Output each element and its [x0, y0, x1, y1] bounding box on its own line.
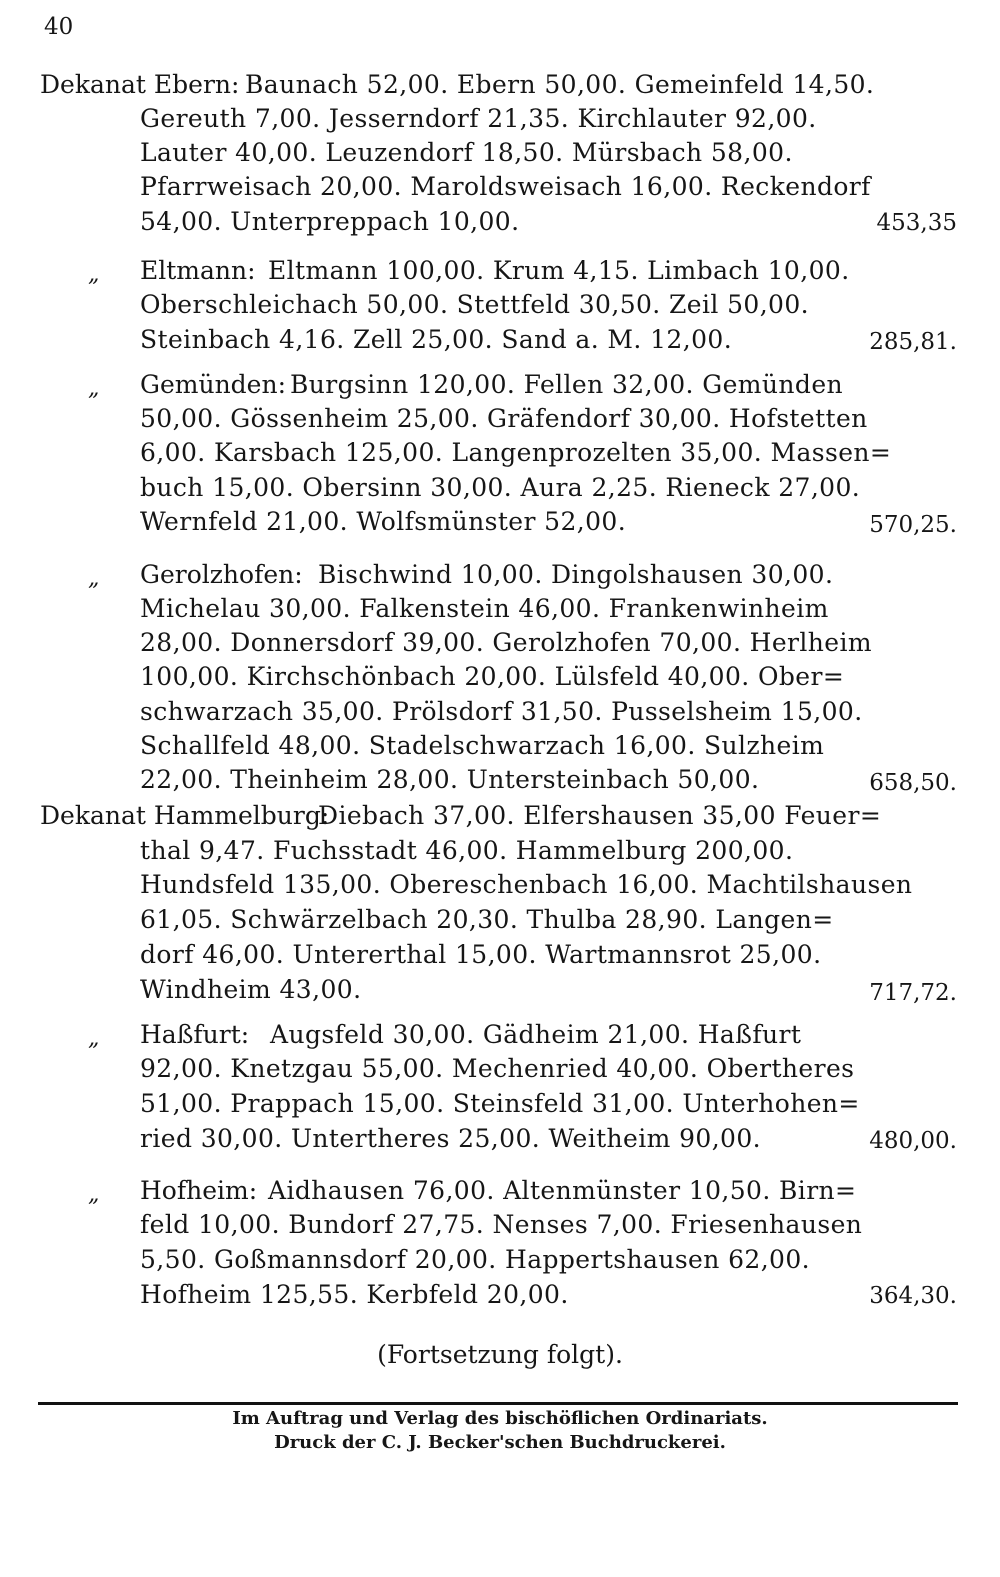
- text-line: Eltmann 100,00. Krum 4,15. Limbach 10,00.: [268, 256, 850, 285]
- text-line: Wernfeld 21,00. Wolfsmünster 52,00.: [140, 507, 627, 536]
- imprint-publisher: Im Auftrag und Verlag des bischöflichen Ordinariats.: [232, 1408, 768, 1429]
- text-line: Gereuth 7,00. Jesserndorf 21,35. Kirchlauter 92,00.: [140, 104, 817, 133]
- footer-rule: [38, 1402, 958, 1405]
- section-label: Haßfurt:: [140, 1020, 250, 1049]
- text-line: Aidhausen 76,00. Altenmünster 10,50. Birn=: [268, 1176, 857, 1205]
- text-line: Michelau 30,00. Falkenstein 46,00. Frankenwinheim: [140, 594, 829, 623]
- section-label: Gerolzhofen:: [140, 560, 303, 589]
- section-label: Dekanat Ebern:: [40, 70, 240, 99]
- section-total: 480,00.: [869, 1128, 957, 1154]
- text-line: 61,05. Schwärzelbach 20,30. Thulba 28,90. Langen=: [140, 905, 834, 934]
- section-total: 570,25.: [869, 512, 957, 538]
- text-line: buch 15,00. Obersinn 30,00. Aura 2,25. Rieneck 27,00.: [140, 473, 861, 502]
- text-line: Oberschleichach 50,00. Stettfeld 30,50. Zeil 50,00.: [140, 290, 810, 319]
- section-label: Gemünden:: [140, 370, 286, 399]
- text-line: Pfarrweisach 20,00. Maroldsweisach 16,00. Reckendorf: [140, 172, 871, 201]
- text-line: feld 10,00. Bundorf 27,75. Nenses 7,00. Friesenhausen: [140, 1210, 863, 1239]
- text-line: 22,00. Theinheim 28,00. Untersteinbach 50,00.: [140, 765, 760, 794]
- section-total: 285,81.: [869, 329, 957, 355]
- text-line: 50,00. Gössenheim 25,00. Gräfendorf 30,00. Hofstetten: [140, 404, 868, 433]
- text-line: 6,00. Karsbach 125,00. Langenprozelten 35,00. Massen=: [140, 438, 892, 467]
- text-line: Bischwind 10,00. Dingolshausen 30,00.: [318, 560, 834, 589]
- ditto-mark: „: [88, 262, 100, 287]
- text-line: Diebach 37,00. Elfershausen 35,00 Feuer=: [318, 801, 882, 830]
- imprint-printer: Druck der C. J. Becker'schen Buchdruckerei.: [274, 1432, 726, 1453]
- text-line: Augsfeld 30,00. Gädheim 21,00. Haßfurt: [270, 1020, 802, 1049]
- text-line: 54,00. Unterpreppach 10,00.: [140, 207, 520, 236]
- text-line: Hundsfeld 135,00. Obereschenbach 16,00. Machtilshausen: [140, 870, 913, 899]
- text-line: Lauter 40,00. Leuzendorf 18,50. Mürsbach 58,00.: [140, 138, 793, 167]
- text-line: Hofheim 125,55. Kerbfeld 20,00.: [140, 1280, 569, 1309]
- section-total: 658,50.: [869, 770, 957, 796]
- ditto-mark: „: [88, 1182, 100, 1207]
- page-number: 40: [44, 14, 74, 40]
- continuation-note: (Fortsetzung folgt).: [377, 1340, 623, 1369]
- text-line: Windheim 43,00.: [140, 975, 362, 1004]
- ditto-mark: „: [88, 566, 100, 591]
- ditto-mark: „: [88, 376, 100, 401]
- text-line: ried 30,00. Untertheres 25,00. Weitheim 90,00.: [140, 1124, 761, 1153]
- text-line: thal 9,47. Fuchsstadt 46,00. Hammelburg 200,00.: [140, 836, 794, 865]
- ditto-mark: „: [88, 1026, 100, 1051]
- text-line: Burgsinn 120,00. Fellen 32,00. Gemünden: [290, 370, 844, 399]
- text-line: dorf 46,00. Untererthal 15,00. Wartmannsrot 25,00.: [140, 940, 822, 969]
- section-label: Hofheim:: [140, 1176, 258, 1205]
- text-line: 28,00. Donnersdorf 39,00. Gerolzhofen 70,00. Herlheim: [140, 628, 872, 657]
- section-label: Eltmann:: [140, 256, 256, 285]
- text-line: schwarzach 35,00. Prölsdorf 31,50. Pusselsheim 15,00.: [140, 697, 863, 726]
- section-total: 364,30.: [869, 1283, 957, 1309]
- text-line: 92,00. Knetzgau 55,00. Mechenried 40,00. Obertheres: [140, 1054, 855, 1083]
- text-line: Schallfeld 48,00. Stadelschwarzach 16,00. Sulzheim: [140, 731, 825, 760]
- text-line: 100,00. Kirchschönbach 20,00. Lülsfeld 40,00. Ober=: [140, 662, 845, 691]
- text-line: 5,50. Goßmannsdorf 20,00. Happertshausen 62,00.: [140, 1245, 811, 1274]
- text-line: 51,00. Prappach 15,00. Steinsfeld 31,00. Unterhohen=: [140, 1089, 860, 1118]
- text-line: Baunach 52,00. Ebern 50,00. Gemeinfeld 14,50.: [245, 70, 875, 99]
- section-total: 453,35: [876, 210, 957, 236]
- section-total: 717,72.: [869, 980, 957, 1006]
- section-label: Dekanat Hammelburg:: [40, 801, 330, 830]
- text-line: Steinbach 4,16. Zell 25,00. Sand a. M. 12,00.: [140, 325, 733, 354]
